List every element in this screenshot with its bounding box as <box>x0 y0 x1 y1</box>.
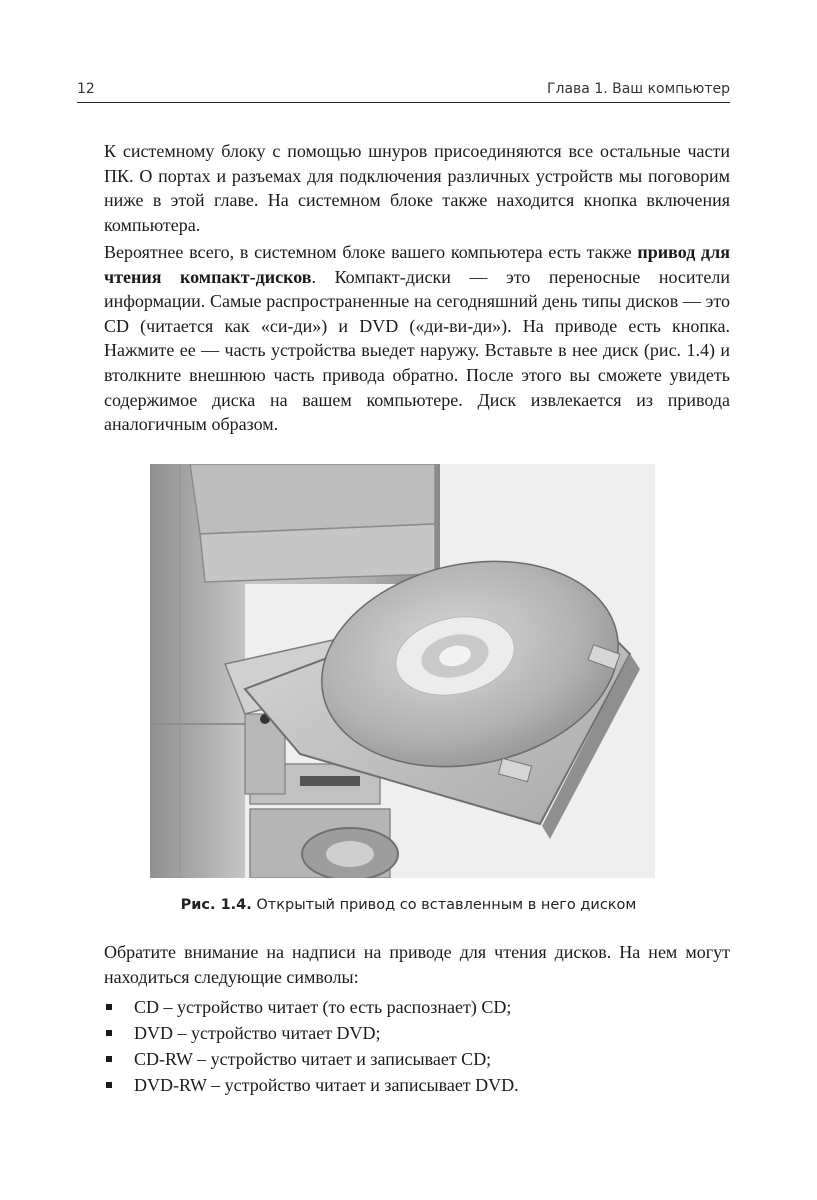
list-item <box>104 1020 730 1046</box>
list-item-text: CD – устройство читает (то есть распознает) CD; <box>134 997 512 1017</box>
list-item-text: CD-RW – устройство читает и записывает CD; <box>134 1049 492 1069</box>
paragraph-drive-symbols: Обратите внимание на надписи на приводе для чтения дисков. На нем могут находиться следующие символы: <box>104 942 730 987</box>
paragraph-cd-drive <box>104 240 730 437</box>
paragraph-system-unit: К системному блоку с помощью шнуров присоединяются все остальные части ПК. О портах и разъемах для подключения различных устройств мы поговорим ниже в этой главе. На системном блоке также находится кнопка включения компьютера. <box>104 141 730 235</box>
list-item-text: DVD – устройство читает DVD; <box>134 1023 381 1043</box>
list-item <box>104 1046 730 1072</box>
list-item <box>104 994 730 1020</box>
bullet-marker <box>106 1030 112 1036</box>
caption-text: Открытый привод со вставленным в него диском <box>251 897 637 913</box>
list-item-text: DVD-RW – устройство читает и записывает DVD. <box>134 1075 519 1095</box>
paragraph-cd-drive-start: Вероятнее всего, в системном блоке вашего компьютера есть также <box>104 242 638 262</box>
bullet-marker <box>106 1082 112 1088</box>
chapter-title: Глава 1. Ваш компьютер <box>546 81 730 97</box>
caption-label: Рис. 1.4. <box>180 897 252 913</box>
bullet-marker <box>106 1004 112 1010</box>
running-header <box>77 80 730 103</box>
paragraph-cd-drive-rest: . Компакт-диски — это переносные носители информации. Самые распространенные на сегодняшний день типы дисков — это CD (читается как «си-ди») и DVD («ди-ви-ди»). На приводе есть кнопка. Нажмите ее — часть устройства выедет наружу. Вставьте в нее диск (рис. 1.4) и втолкните внешнюю часть привода обратно. После этого вы сможете увидеть содержимое диска на вашем компьютере. Диск извлекается из привода аналогичным образом. <box>104 266 730 435</box>
list-item <box>104 1072 730 1098</box>
bold-term-cd-drive: привод для чтения компакт-дисков <box>104 242 730 287</box>
page-number: 12 <box>77 81 95 97</box>
drive-symbols-list <box>104 994 730 1098</box>
bullet-marker <box>106 1056 112 1062</box>
open-cd-drive-illustration <box>150 464 655 878</box>
figure-open-cd-drive <box>150 464 655 878</box>
figure-caption <box>0 897 817 913</box>
